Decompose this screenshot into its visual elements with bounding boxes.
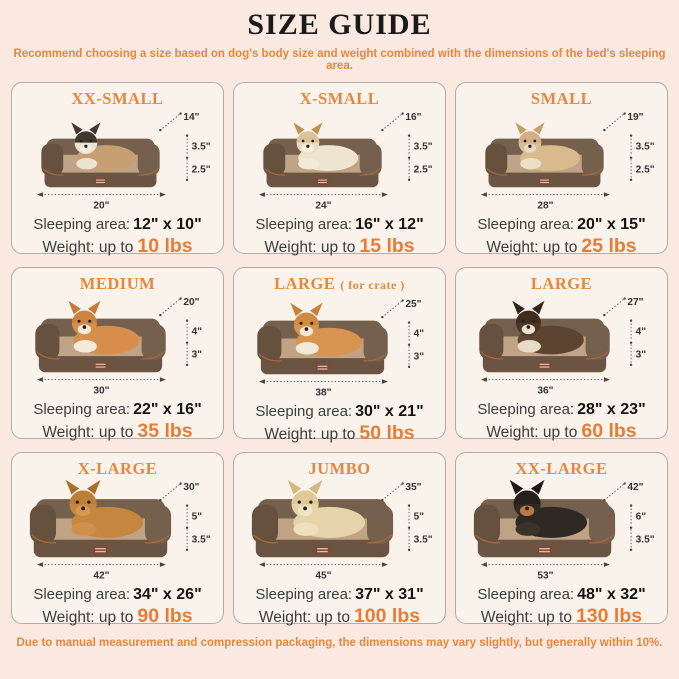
depth-arrow bbox=[603, 112, 626, 131]
height-arrows bbox=[629, 504, 631, 551]
pet-nose bbox=[84, 145, 87, 148]
size-title bbox=[459, 274, 664, 293]
height-arrows bbox=[407, 134, 409, 181]
depth-dim-label: 35" bbox=[404, 481, 421, 493]
height-arrows bbox=[407, 321, 409, 368]
width-arrow bbox=[36, 562, 165, 567]
pet-eye-left bbox=[519, 500, 522, 503]
weight-label: Weight: up to bbox=[486, 424, 578, 441]
size-title bbox=[15, 459, 220, 478]
pet-eye-right bbox=[531, 500, 534, 503]
weight-line bbox=[237, 235, 442, 259]
sleeping-area-label: Sleeping area: bbox=[33, 401, 131, 418]
height-arrows bbox=[185, 319, 187, 366]
height-bottom-dim-label: 3.5" bbox=[191, 534, 211, 546]
brand-tag bbox=[536, 546, 551, 555]
size-title-text: XX-LARGE bbox=[515, 459, 608, 478]
page-title: SIZE GUIDE bbox=[247, 8, 432, 41]
bed-illustration bbox=[473, 480, 614, 557]
bed-left-arm bbox=[251, 505, 277, 544]
pet-eye-right bbox=[310, 322, 313, 325]
brand-tag bbox=[538, 177, 551, 184]
pet-eye-right bbox=[533, 140, 536, 143]
pet-nose bbox=[82, 325, 86, 329]
height-bottom-dim-label: 3" bbox=[413, 351, 424, 363]
bed-diagram bbox=[24, 293, 212, 398]
height-top-dim-label: 3.5" bbox=[191, 141, 211, 153]
pet-nose bbox=[526, 325, 530, 329]
bed-diagram bbox=[468, 293, 656, 398]
bed-left-arm bbox=[479, 324, 503, 360]
weight-line bbox=[459, 420, 664, 444]
pet-eye-left bbox=[523, 140, 526, 143]
weight-label: Weight: up to bbox=[258, 609, 350, 626]
sleeping-area-value: 30" x 21" bbox=[355, 403, 424, 420]
size-card-xx-small bbox=[11, 82, 224, 257]
weight-line bbox=[237, 422, 442, 446]
bed-left-arm bbox=[35, 324, 59, 360]
width-dim-label: 53" bbox=[536, 570, 553, 582]
width-dim-label: 20" bbox=[92, 200, 109, 212]
bed-left-arm bbox=[473, 505, 499, 544]
width-arrow bbox=[258, 192, 387, 197]
depth-dim-label: 25" bbox=[404, 298, 421, 310]
pet-eye-right bbox=[311, 140, 314, 143]
sleeping-area-value: 16" x 12" bbox=[355, 216, 424, 233]
height-top-dim-label: 4" bbox=[191, 326, 202, 338]
depth-dim-label: 27" bbox=[626, 296, 643, 308]
bed-illustration bbox=[41, 122, 159, 187]
size-card-large bbox=[455, 267, 668, 442]
pet-eye-left bbox=[77, 320, 80, 323]
size-title bbox=[459, 89, 664, 108]
weight-value: 35 lbs bbox=[137, 420, 193, 442]
weight-label: Weight: up to bbox=[42, 424, 134, 441]
bed-left-arm bbox=[41, 143, 63, 175]
sleeping-area-value: 37" x 31" bbox=[355, 586, 424, 603]
pet-eye-right bbox=[309, 500, 312, 503]
size-title bbox=[237, 274, 442, 295]
size-card-large-crate bbox=[233, 267, 446, 444]
size-card-x-large bbox=[11, 452, 224, 627]
weight-label: Weight: up to bbox=[264, 239, 356, 256]
bed-scene bbox=[237, 295, 442, 400]
bed-illustration bbox=[251, 480, 392, 557]
sleeping-area-line bbox=[237, 215, 442, 234]
size-title-text: JUMBO bbox=[308, 459, 371, 478]
depth-dim-label: 14" bbox=[182, 111, 199, 123]
depth-dim-label: 30" bbox=[182, 481, 199, 493]
bed-scene bbox=[15, 108, 220, 213]
brand-tag bbox=[314, 546, 329, 555]
bed-diagram bbox=[24, 108, 212, 213]
weight-value: 50 lbs bbox=[359, 422, 415, 444]
size-card-small bbox=[455, 82, 668, 257]
pet-nose bbox=[528, 145, 531, 148]
bed-scene bbox=[237, 108, 442, 213]
bed-right-arm bbox=[137, 143, 159, 175]
depth-dim-label: 20" bbox=[182, 296, 199, 308]
bed-left-arm bbox=[257, 326, 281, 362]
pet-eye-left bbox=[521, 320, 524, 323]
size-title-text: LARGE bbox=[530, 274, 593, 293]
size-card-medium bbox=[11, 267, 224, 442]
size-title bbox=[459, 459, 664, 478]
height-bottom-dim-label: 2.5" bbox=[635, 164, 655, 176]
sleeping-area-value: 12" x 10" bbox=[133, 216, 202, 233]
footer-note: Due to manual measurement and compression packaging, the dimensions may vary slightly, but generally within 10%. bbox=[16, 637, 663, 649]
bed-right-arm bbox=[363, 326, 387, 362]
bed-illustration bbox=[263, 122, 381, 187]
width-arrow bbox=[480, 562, 609, 567]
sleeping-area-value: 20" x 15" bbox=[577, 216, 646, 233]
size-title-text: X-SMALL bbox=[299, 89, 380, 108]
pet-nose bbox=[306, 145, 309, 148]
weight-value: 90 lbs bbox=[137, 605, 193, 627]
height-top-dim-label: 3.5" bbox=[635, 141, 655, 153]
height-bottom-dim-label: 3.5" bbox=[413, 534, 433, 546]
height-bottom-dim-label: 2.5" bbox=[413, 164, 433, 176]
width-arrow bbox=[258, 379, 387, 384]
pet-eye-right bbox=[88, 320, 91, 323]
size-card-x-small bbox=[233, 82, 446, 257]
pet-eye-left bbox=[79, 140, 82, 143]
height-arrows bbox=[629, 134, 631, 181]
height-top-dim-label: 5" bbox=[413, 511, 424, 523]
size-grid bbox=[11, 82, 668, 627]
bed-diagram bbox=[468, 108, 656, 213]
brand-tag bbox=[94, 177, 107, 184]
bed-right-arm bbox=[144, 505, 170, 544]
height-bottom-dim-label: 3" bbox=[635, 349, 646, 361]
height-arrows bbox=[629, 319, 631, 366]
bed-illustration bbox=[479, 301, 609, 372]
bed-right-arm bbox=[141, 324, 165, 360]
brand-tag bbox=[315, 363, 329, 371]
size-card-jumbo bbox=[233, 452, 446, 627]
pet-eye-left bbox=[297, 500, 300, 503]
bed-illustration bbox=[485, 122, 603, 187]
sleeping-area-line bbox=[459, 585, 664, 604]
pet-eye-left bbox=[301, 140, 304, 143]
sleeping-area-label: Sleeping area: bbox=[477, 401, 575, 418]
depth-dim-label: 42" bbox=[626, 481, 643, 493]
bed-scene bbox=[459, 108, 664, 213]
bed-scene bbox=[15, 293, 220, 398]
size-title-text: MEDIUM bbox=[79, 274, 156, 293]
width-dim-label: 45" bbox=[314, 570, 331, 582]
width-arrow bbox=[258, 562, 387, 567]
size-title bbox=[15, 274, 220, 293]
width-dim-label: 28" bbox=[536, 200, 553, 212]
weight-label: Weight: up to bbox=[42, 609, 134, 626]
pet-nose bbox=[525, 506, 529, 510]
pet-nose bbox=[81, 506, 85, 510]
height-bottom-dim-label: 3.5" bbox=[635, 534, 655, 546]
size-card-xx-large bbox=[455, 452, 668, 627]
height-arrows bbox=[185, 134, 187, 181]
height-bottom-dim-label: 2.5" bbox=[191, 164, 211, 176]
width-arrow bbox=[36, 377, 165, 382]
depth-arrow bbox=[159, 297, 182, 316]
height-top-dim-label: 4" bbox=[413, 328, 424, 340]
width-arrow bbox=[36, 192, 165, 197]
width-dim-label: 30" bbox=[92, 385, 109, 397]
bed-scene bbox=[459, 293, 664, 398]
weight-line bbox=[459, 235, 664, 259]
pet-eye-right bbox=[89, 140, 92, 143]
weight-label: Weight: up to bbox=[264, 426, 356, 443]
depth-arrow bbox=[603, 297, 626, 316]
brand-tag bbox=[316, 177, 329, 184]
width-arrow bbox=[480, 377, 609, 382]
bed-left-arm bbox=[263, 143, 285, 175]
bed-illustration bbox=[29, 480, 170, 557]
depth-dim-label: 16" bbox=[404, 111, 421, 123]
pet-eye-left bbox=[299, 322, 302, 325]
width-dim-label: 24" bbox=[314, 200, 331, 212]
depth-arrow bbox=[159, 112, 182, 131]
pet-nose bbox=[303, 506, 307, 510]
bed-right-arm bbox=[366, 505, 392, 544]
weight-line bbox=[15, 420, 220, 444]
height-top-dim-label: 3.5" bbox=[413, 141, 433, 153]
size-title bbox=[237, 89, 442, 108]
sleeping-area-value: 34" x 26" bbox=[133, 586, 202, 603]
width-dim-label: 42" bbox=[92, 570, 109, 582]
height-bottom-dim-label: 3" bbox=[191, 349, 202, 361]
bed-scene bbox=[15, 478, 220, 583]
weight-line bbox=[237, 605, 442, 629]
weight-value: 15 lbs bbox=[359, 235, 415, 257]
brand-tag bbox=[92, 546, 107, 555]
width-arrow bbox=[480, 192, 609, 197]
weight-label: Weight: up to bbox=[486, 239, 578, 256]
sleeping-area-label: Sleeping area: bbox=[33, 586, 131, 603]
bed-diagram bbox=[246, 295, 434, 400]
size-title bbox=[15, 89, 220, 108]
bed-scene bbox=[237, 478, 442, 583]
weight-label: Weight: up to bbox=[42, 239, 134, 256]
depth-arrow bbox=[603, 482, 626, 501]
weight-line bbox=[15, 235, 220, 259]
sleeping-area-label: Sleeping area: bbox=[477, 586, 575, 603]
sleeping-area-line bbox=[459, 215, 664, 234]
sleeping-area-line bbox=[237, 585, 442, 604]
pet-eye-right bbox=[532, 320, 535, 323]
depth-arrow bbox=[381, 482, 404, 501]
sleeping-area-label: Sleeping area: bbox=[255, 403, 353, 420]
sleeping-area-line bbox=[15, 585, 220, 604]
height-top-dim-label: 5" bbox=[191, 511, 202, 523]
bed-illustration bbox=[257, 303, 387, 374]
sleeping-area-line bbox=[15, 400, 220, 419]
width-dim-label: 38" bbox=[314, 387, 331, 399]
brand-tag bbox=[537, 361, 551, 369]
bed-diagram bbox=[246, 478, 434, 583]
sleeping-area-value: 28" x 23" bbox=[577, 401, 646, 418]
sleeping-area-label: Sleeping area: bbox=[255, 216, 353, 233]
bed-illustration bbox=[35, 301, 165, 372]
width-dim-label: 36" bbox=[536, 385, 553, 397]
weight-value: 25 lbs bbox=[581, 235, 637, 257]
height-top-dim-label: 6" bbox=[635, 511, 646, 523]
size-title bbox=[237, 459, 442, 478]
size-title-text: LARGE bbox=[274, 274, 336, 293]
weight-label: Weight: up to bbox=[480, 609, 572, 626]
sleeping-area-label: Sleeping area: bbox=[477, 216, 575, 233]
page-subtitle: Recommend choosing a size based on dog's body size and weight combined with the dimensions of the bed's sleeping area. bbox=[13, 48, 666, 72]
weight-line bbox=[15, 605, 220, 629]
weight-value: 60 lbs bbox=[581, 420, 637, 442]
bed-scene bbox=[459, 478, 664, 583]
depth-arrow bbox=[381, 299, 404, 318]
bed-right-arm bbox=[581, 143, 603, 175]
sleeping-area-line bbox=[459, 400, 664, 419]
depth-arrow bbox=[159, 482, 182, 501]
bed-right-arm bbox=[585, 324, 609, 360]
pet-eye-left bbox=[75, 500, 78, 503]
size-title-text: SMALL bbox=[530, 89, 593, 108]
weight-value: 130 lbs bbox=[575, 605, 643, 627]
bed-right-arm bbox=[588, 505, 614, 544]
sleeping-area-label: Sleeping area: bbox=[255, 586, 353, 603]
weight-value: 10 lbs bbox=[137, 235, 193, 257]
sleeping-area-line bbox=[237, 402, 442, 421]
sleeping-area-label: Sleeping area: bbox=[33, 216, 131, 233]
sleeping-area-value: 48" x 32" bbox=[577, 586, 646, 603]
bed-left-arm bbox=[29, 505, 55, 544]
bed-diagram bbox=[246, 108, 434, 213]
height-arrows bbox=[407, 504, 409, 551]
size-title-note: ( for crate ) bbox=[340, 278, 405, 292]
bed-diagram bbox=[468, 478, 656, 583]
sleeping-area-value: 22" x 16" bbox=[133, 401, 202, 418]
height-arrows bbox=[185, 504, 187, 551]
brand-tag bbox=[93, 361, 107, 369]
bed-left-arm bbox=[485, 143, 507, 175]
depth-dim-label: 19" bbox=[626, 111, 643, 123]
weight-line bbox=[459, 605, 664, 629]
bed-diagram bbox=[24, 478, 212, 583]
size-title-text: X-LARGE bbox=[77, 459, 158, 478]
sleeping-area-line bbox=[15, 215, 220, 234]
pet-eye-right bbox=[87, 500, 90, 503]
size-title-text: XX-SMALL bbox=[71, 89, 164, 108]
weight-value: 100 lbs bbox=[353, 605, 421, 627]
depth-arrow bbox=[381, 112, 404, 131]
pet-nose bbox=[304, 327, 308, 331]
bed-right-arm bbox=[359, 143, 381, 175]
height-top-dim-label: 4" bbox=[635, 326, 646, 338]
